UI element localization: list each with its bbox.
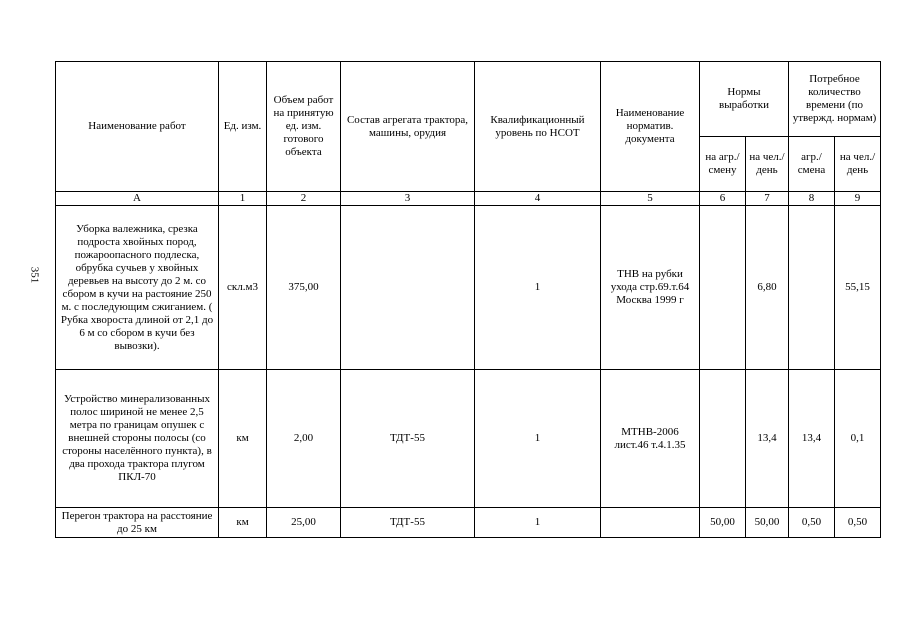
document-cell: ТНВ на рубки ухода стр.69.т.64 Москва 1999 г — [601, 206, 700, 370]
header-composition: Состав агрегата трактора, машины, орудия — [341, 62, 475, 192]
index-cell: 1 — [219, 192, 267, 206]
time-agr-cell: 13,4 — [789, 370, 835, 508]
index-cell: А — [56, 192, 219, 206]
header-volume: Объем работ на принятую ед. изм. готового объекта — [267, 62, 341, 192]
document-cell: МТНВ-2006 лист.46 т.4.1.35 — [601, 370, 700, 508]
table-row — [56, 370, 881, 508]
time-person-cell: 0,1 — [835, 370, 881, 508]
header-time-needed: Потребное количество времени (по утвержд. нормам) — [789, 62, 881, 137]
header-time-person: на чел./ день — [835, 137, 881, 192]
norm-agr-cell — [700, 370, 746, 508]
composition-cell: ТДТ-55 — [341, 370, 475, 508]
table-row — [56, 206, 881, 370]
time-agr-cell — [789, 206, 835, 370]
work-name-cell: Перегон трактора на расстояние до 25 км — [56, 508, 219, 538]
composition-cell: ТДТ-55 — [341, 508, 475, 538]
unit-cell: км — [219, 370, 267, 508]
composition-cell — [341, 206, 475, 370]
index-cell: 9 — [835, 192, 881, 206]
header-row-1 — [56, 62, 881, 137]
norm-person-cell: 13,4 — [746, 370, 789, 508]
norm-agr-cell: 50,00 — [700, 508, 746, 538]
qualification-cell: 1 — [475, 206, 601, 370]
index-cell: 3 — [341, 192, 475, 206]
index-cell: 7 — [746, 192, 789, 206]
index-cell: 8 — [789, 192, 835, 206]
time-person-cell: 55,15 — [835, 206, 881, 370]
qualification-cell: 1 — [475, 508, 601, 538]
volume-cell: 25,00 — [267, 508, 341, 538]
header-norm-person: на чел./ день — [746, 137, 789, 192]
index-cell: 5 — [601, 192, 700, 206]
qualification-cell: 1 — [475, 370, 601, 508]
page-number: 351 — [28, 266, 41, 284]
header-name: Наименование работ — [56, 62, 219, 192]
header-document: Наименование норматив. документа — [601, 62, 700, 192]
work-name-cell: Уборка валежника, срезка подроста хвойных пород, пожароопасного подлеска, обрубка сучьев у хвойных деревьев на высоту до 2 м. со сбором в кучи на растояние 250 м. с последующим сжиганием. ( Рубка хвороста длиной от 2,1 до 6 м со сбором в кучи без вывозки). — [56, 206, 219, 370]
column-index-row — [56, 192, 881, 206]
header-qualification: Квалификационный уровень по НСОТ — [475, 62, 601, 192]
norm-person-cell: 50,00 — [746, 508, 789, 538]
norm-person-cell: 6,80 — [746, 206, 789, 370]
volume-cell: 2,00 — [267, 370, 341, 508]
unit-cell: скл.м3 — [219, 206, 267, 370]
unit-cell: км — [219, 508, 267, 538]
index-cell: 6 — [700, 192, 746, 206]
index-cell: 2 — [267, 192, 341, 206]
table-row — [56, 508, 881, 538]
norm-agr-cell — [700, 206, 746, 370]
time-agr-cell: 0,50 — [789, 508, 835, 538]
time-person-cell: 0,50 — [835, 508, 881, 538]
index-cell: 4 — [475, 192, 601, 206]
header-unit: Ед. изм. — [219, 62, 267, 192]
header-norm-agr: на агр./ смену — [700, 137, 746, 192]
volume-cell: 375,00 — [267, 206, 341, 370]
work-name-cell: Устройство минерализованных полос шириной не менее 2,5 метра по границам опушек с внешней стороны полосы (со стороны населённого пункта), в два прохода трактора плугом ПКЛ-70 — [56, 370, 219, 508]
header-time-agr: агр./ смена — [789, 137, 835, 192]
document-cell — [601, 508, 700, 538]
header-norms: Нормы выработки — [700, 62, 789, 137]
work-norms-table — [55, 61, 881, 538]
